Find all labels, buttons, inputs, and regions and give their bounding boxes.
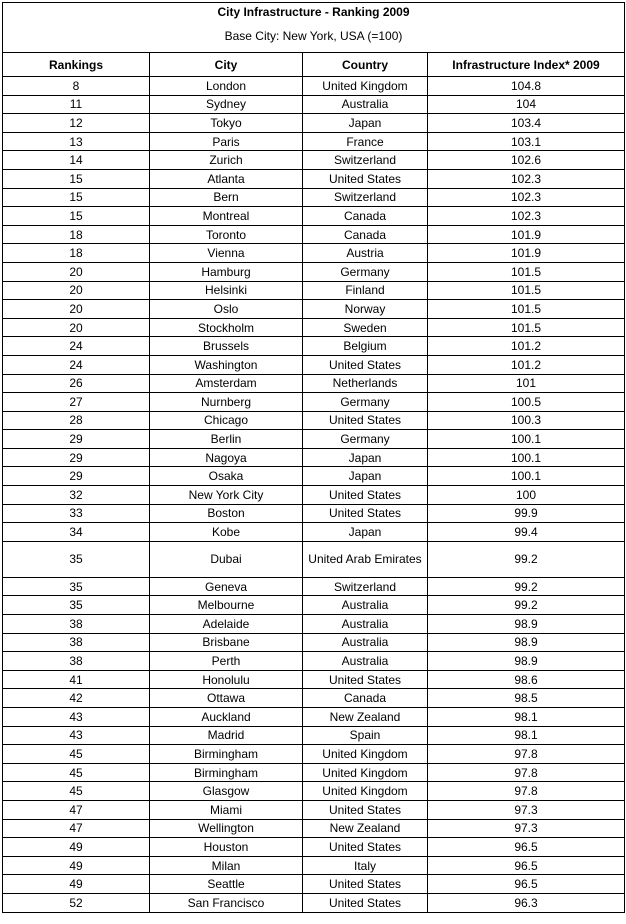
cell-index: 100.3 bbox=[428, 411, 625, 430]
cell-ranking: 45 bbox=[3, 745, 150, 764]
cell-index: 96.5 bbox=[428, 856, 625, 875]
cell-country: United Arab Emirates bbox=[303, 541, 428, 577]
table-row bbox=[3, 318, 625, 337]
table-row bbox=[3, 633, 625, 652]
column-header-city: City bbox=[150, 53, 303, 77]
table-row bbox=[3, 430, 625, 449]
cell-city: Perth bbox=[150, 652, 303, 671]
cell-index: 102.3 bbox=[428, 207, 625, 226]
cell-ranking: 13 bbox=[3, 132, 150, 151]
cell-country: Germany bbox=[303, 393, 428, 412]
cell-ranking: 26 bbox=[3, 374, 150, 393]
table-row bbox=[3, 689, 625, 708]
cell-index: 99.2 bbox=[428, 541, 625, 577]
cell-country: United States bbox=[303, 411, 428, 430]
cell-ranking: 42 bbox=[3, 689, 150, 708]
cell-country: United States bbox=[303, 355, 428, 374]
cell-country: United Kingdom bbox=[303, 77, 428, 96]
table-row bbox=[3, 615, 625, 634]
table-row bbox=[3, 875, 625, 894]
cell-city: Houston bbox=[150, 838, 303, 857]
cell-index: 101.9 bbox=[428, 225, 625, 244]
cell-country: United Kingdom bbox=[303, 745, 428, 764]
cell-country: United States bbox=[303, 875, 428, 894]
table-row bbox=[3, 448, 625, 467]
table-row bbox=[3, 726, 625, 745]
ranking-table bbox=[2, 2, 625, 913]
cell-ranking: 38 bbox=[3, 615, 150, 634]
cell-ranking: 47 bbox=[3, 800, 150, 819]
table-row bbox=[3, 225, 625, 244]
cell-city: Adelaide bbox=[150, 615, 303, 634]
cell-city: Birmingham bbox=[150, 745, 303, 764]
cell-ranking: 20 bbox=[3, 262, 150, 281]
cell-country: Finland bbox=[303, 281, 428, 300]
cell-ranking: 20 bbox=[3, 318, 150, 337]
cell-country: Australia bbox=[303, 615, 428, 634]
cell-city: Birmingham bbox=[150, 763, 303, 782]
cell-country: Japan bbox=[303, 448, 428, 467]
cell-country: United States bbox=[303, 893, 428, 912]
cell-index: 101.9 bbox=[428, 244, 625, 263]
cell-index: 100 bbox=[428, 486, 625, 505]
column-header-rankings: Rankings bbox=[3, 53, 150, 77]
cell-index: 98.6 bbox=[428, 670, 625, 689]
cell-city: Montreal bbox=[150, 207, 303, 226]
cell-city: Amsterdam bbox=[150, 374, 303, 393]
cell-country: Japan bbox=[303, 467, 428, 486]
cell-city: Geneva bbox=[150, 577, 303, 596]
cell-country: Switzerland bbox=[303, 151, 428, 170]
cell-index: 101.5 bbox=[428, 318, 625, 337]
cell-index: 96.5 bbox=[428, 875, 625, 894]
cell-index: 98.9 bbox=[428, 633, 625, 652]
cell-index: 100.1 bbox=[428, 467, 625, 486]
cell-country: Switzerland bbox=[303, 577, 428, 596]
cell-ranking: 24 bbox=[3, 355, 150, 374]
table-row bbox=[3, 523, 625, 542]
cell-ranking: 24 bbox=[3, 337, 150, 356]
cell-city: Bern bbox=[150, 188, 303, 207]
cell-city: London bbox=[150, 77, 303, 96]
table-title: City Infrastructure - Ranking 2009 bbox=[3, 3, 625, 21]
cell-ranking: 15 bbox=[3, 207, 150, 226]
cell-country: France bbox=[303, 132, 428, 151]
cell-country: Australia bbox=[303, 596, 428, 615]
cell-city: Melbourne bbox=[150, 596, 303, 615]
cell-index: 97.8 bbox=[428, 763, 625, 782]
cell-index: 101.5 bbox=[428, 262, 625, 281]
cell-index: 96.5 bbox=[428, 838, 625, 857]
cell-country: Japan bbox=[303, 523, 428, 542]
cell-city: Osaka bbox=[150, 467, 303, 486]
cell-city: Helsinki bbox=[150, 281, 303, 300]
cell-city: Hamburg bbox=[150, 262, 303, 281]
cell-ranking: 45 bbox=[3, 782, 150, 801]
cell-city: San Francisco bbox=[150, 893, 303, 912]
cell-city: Glasgow bbox=[150, 782, 303, 801]
cell-country: Spain bbox=[303, 726, 428, 745]
cell-ranking: 43 bbox=[3, 726, 150, 745]
cell-country: Canada bbox=[303, 207, 428, 226]
cell-index: 101.2 bbox=[428, 355, 625, 374]
cell-country: Austria bbox=[303, 244, 428, 263]
cell-index: 98.5 bbox=[428, 689, 625, 708]
cell-city: Milan bbox=[150, 856, 303, 875]
cell-ranking: 28 bbox=[3, 411, 150, 430]
cell-country: Netherlands bbox=[303, 374, 428, 393]
cell-country: United States bbox=[303, 504, 428, 523]
cell-ranking: 38 bbox=[3, 633, 150, 652]
cell-ranking: 49 bbox=[3, 875, 150, 894]
cell-country: Australia bbox=[303, 633, 428, 652]
cell-ranking: 41 bbox=[3, 670, 150, 689]
cell-city: Stockholm bbox=[150, 318, 303, 337]
cell-ranking: 18 bbox=[3, 225, 150, 244]
cell-city: Dubai bbox=[150, 541, 303, 577]
cell-country: United States bbox=[303, 486, 428, 505]
cell-index: 100.5 bbox=[428, 393, 625, 412]
cell-ranking: 38 bbox=[3, 652, 150, 671]
cell-index: 98.9 bbox=[428, 652, 625, 671]
cell-index: 102.6 bbox=[428, 151, 625, 170]
cell-ranking: 29 bbox=[3, 467, 150, 486]
cell-index: 101.5 bbox=[428, 300, 625, 319]
cell-city: Ottawa bbox=[150, 689, 303, 708]
cell-country: Australia bbox=[303, 95, 428, 114]
cell-country: Germany bbox=[303, 262, 428, 281]
cell-city: Auckland bbox=[150, 708, 303, 727]
cell-country: United States bbox=[303, 169, 428, 188]
cell-city: Paris bbox=[150, 132, 303, 151]
table-row bbox=[3, 800, 625, 819]
cell-index: 102.3 bbox=[428, 169, 625, 188]
cell-country: Belgium bbox=[303, 337, 428, 356]
cell-city: Atlanta bbox=[150, 169, 303, 188]
cell-country: New Zealand bbox=[303, 708, 428, 727]
cell-city: Miami bbox=[150, 800, 303, 819]
table-row bbox=[3, 670, 625, 689]
cell-index: 98.1 bbox=[428, 726, 625, 745]
cell-ranking: 20 bbox=[3, 300, 150, 319]
cell-index: 101 bbox=[428, 374, 625, 393]
cell-city: Kobe bbox=[150, 523, 303, 542]
cell-ranking: 18 bbox=[3, 244, 150, 263]
table-row bbox=[3, 838, 625, 857]
cell-city: Honolulu bbox=[150, 670, 303, 689]
table-row bbox=[3, 169, 625, 188]
table-row bbox=[3, 708, 625, 727]
cell-city: Zurich bbox=[150, 151, 303, 170]
table-row bbox=[3, 782, 625, 801]
cell-country: Sweden bbox=[303, 318, 428, 337]
table-row bbox=[3, 95, 625, 114]
cell-city: Berlin bbox=[150, 430, 303, 449]
cell-index: 104 bbox=[428, 95, 625, 114]
cell-city: Sydney bbox=[150, 95, 303, 114]
cell-country: Switzerland bbox=[303, 188, 428, 207]
spreadsheet bbox=[2, 2, 624, 913]
column-header-infrastructure-index: Infrastructure Index* 2009 bbox=[428, 53, 625, 77]
cell-index: 99.2 bbox=[428, 577, 625, 596]
cell-ranking: 20 bbox=[3, 281, 150, 300]
cell-index: 99.9 bbox=[428, 504, 625, 523]
cell-index: 102.3 bbox=[428, 188, 625, 207]
cell-index: 97.8 bbox=[428, 745, 625, 764]
table-row bbox=[3, 856, 625, 875]
table-row bbox=[3, 763, 625, 782]
table-row bbox=[3, 188, 625, 207]
cell-country: Australia bbox=[303, 652, 428, 671]
table-row bbox=[3, 893, 625, 912]
table-row bbox=[3, 114, 625, 133]
cell-index: 97.3 bbox=[428, 819, 625, 838]
table-row bbox=[3, 77, 625, 96]
cell-ranking: 15 bbox=[3, 188, 150, 207]
cell-country: United Kingdom bbox=[303, 782, 428, 801]
table-row bbox=[3, 393, 625, 412]
cell-city: Nurnberg bbox=[150, 393, 303, 412]
cell-ranking: 27 bbox=[3, 393, 150, 412]
cell-city: Tokyo bbox=[150, 114, 303, 133]
table-row bbox=[3, 132, 625, 151]
cell-index: 99.2 bbox=[428, 596, 625, 615]
cell-city: Seattle bbox=[150, 875, 303, 894]
cell-city: New York City bbox=[150, 486, 303, 505]
cell-ranking: 32 bbox=[3, 486, 150, 505]
cell-index: 103.4 bbox=[428, 114, 625, 133]
cell-ranking: 12 bbox=[3, 114, 150, 133]
cell-ranking: 35 bbox=[3, 596, 150, 615]
table-row bbox=[3, 151, 625, 170]
cell-ranking: 52 bbox=[3, 893, 150, 912]
cell-index: 101.5 bbox=[428, 281, 625, 300]
cell-index: 96.3 bbox=[428, 893, 625, 912]
cell-country: United Kingdom bbox=[303, 763, 428, 782]
cell-city: Brussels bbox=[150, 337, 303, 356]
cell-city: Nagoya bbox=[150, 448, 303, 467]
cell-country: United States bbox=[303, 670, 428, 689]
cell-country: Germany bbox=[303, 430, 428, 449]
table-row bbox=[3, 819, 625, 838]
cell-country: Italy bbox=[303, 856, 428, 875]
cell-city: Chicago bbox=[150, 411, 303, 430]
cell-index: 98.9 bbox=[428, 615, 625, 634]
table-row bbox=[3, 244, 625, 263]
table-row bbox=[3, 504, 625, 523]
table-row bbox=[3, 486, 625, 505]
cell-country: Canada bbox=[303, 689, 428, 708]
cell-country: Japan bbox=[303, 114, 428, 133]
cell-index: 98.1 bbox=[428, 708, 625, 727]
cell-ranking: 49 bbox=[3, 856, 150, 875]
cell-country: United States bbox=[303, 800, 428, 819]
cell-index: 97.3 bbox=[428, 800, 625, 819]
cell-ranking: 29 bbox=[3, 448, 150, 467]
cell-country: Canada bbox=[303, 225, 428, 244]
cell-country: Norway bbox=[303, 300, 428, 319]
table-row bbox=[3, 262, 625, 281]
table-row bbox=[3, 337, 625, 356]
cell-ranking: 47 bbox=[3, 819, 150, 838]
cell-country: United States bbox=[303, 838, 428, 857]
cell-city: Brisbane bbox=[150, 633, 303, 652]
cell-ranking: 49 bbox=[3, 838, 150, 857]
cell-ranking: 14 bbox=[3, 151, 150, 170]
cell-city: Madrid bbox=[150, 726, 303, 745]
cell-ranking: 43 bbox=[3, 708, 150, 727]
cell-ranking: 11 bbox=[3, 95, 150, 114]
cell-index: 100.1 bbox=[428, 448, 625, 467]
table-row bbox=[3, 411, 625, 430]
table-row bbox=[3, 745, 625, 764]
cell-city: Boston bbox=[150, 504, 303, 523]
cell-city: Washington bbox=[150, 355, 303, 374]
cell-city: Oslo bbox=[150, 300, 303, 319]
header-row bbox=[3, 53, 625, 77]
cell-index: 99.4 bbox=[428, 523, 625, 542]
cell-country: New Zealand bbox=[303, 819, 428, 838]
cell-ranking: 35 bbox=[3, 541, 150, 577]
cell-ranking: 35 bbox=[3, 577, 150, 596]
table-row bbox=[3, 281, 625, 300]
table-row bbox=[3, 207, 625, 226]
table-row bbox=[3, 355, 625, 374]
column-header-country: Country bbox=[303, 53, 428, 77]
cell-ranking: 34 bbox=[3, 523, 150, 542]
cell-index: 103.1 bbox=[428, 132, 625, 151]
table-row bbox=[3, 300, 625, 319]
table-row bbox=[3, 652, 625, 671]
table-row bbox=[3, 467, 625, 486]
cell-ranking: 29 bbox=[3, 430, 150, 449]
cell-ranking: 15 bbox=[3, 169, 150, 188]
table-row bbox=[3, 577, 625, 596]
cell-index: 100.1 bbox=[428, 430, 625, 449]
table-row bbox=[3, 374, 625, 393]
cell-ranking: 45 bbox=[3, 763, 150, 782]
table-row bbox=[3, 541, 625, 577]
cell-city: Toronto bbox=[150, 225, 303, 244]
cell-index: 101.2 bbox=[428, 337, 625, 356]
cell-index: 104.8 bbox=[428, 77, 625, 96]
cell-city: Vienna bbox=[150, 244, 303, 263]
table-row bbox=[3, 596, 625, 615]
cell-index: 97.8 bbox=[428, 782, 625, 801]
cell-ranking: 33 bbox=[3, 504, 150, 523]
cell-ranking: 8 bbox=[3, 77, 150, 96]
table-subtitle: Base City: New York, USA (=100) bbox=[3, 20, 625, 53]
cell-city: Wellington bbox=[150, 819, 303, 838]
